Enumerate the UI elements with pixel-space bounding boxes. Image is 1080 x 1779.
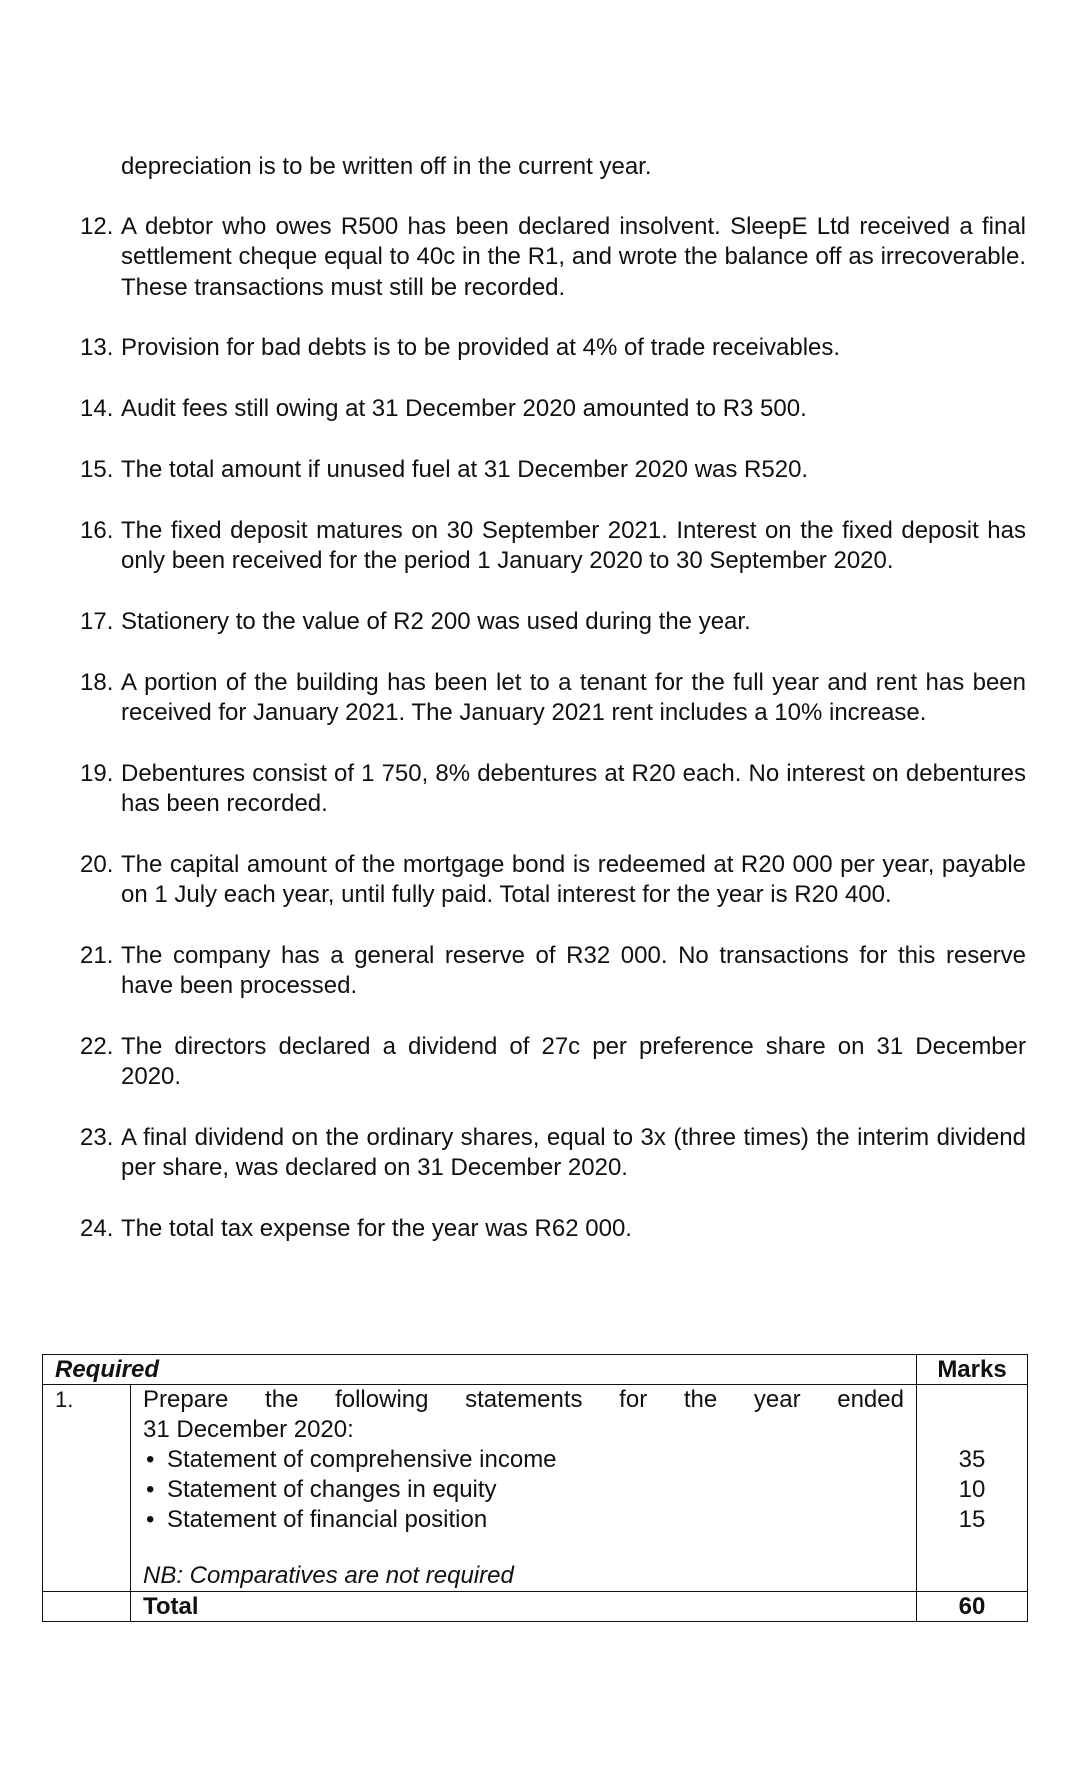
task-number: 1.	[43, 1385, 131, 1592]
note-text: The fixed deposit matures on 30 September 2021. Interest on the fixed deposit has only been received for the period 1 January 2020 to 30 September 2020.	[121, 516, 1026, 575]
statement-label: Statement of financial position	[167, 1506, 488, 1533]
note-number: 14.	[80, 395, 114, 423]
note-item-23	[80, 1123, 1026, 1184]
note-text: A final dividend on the ordinary shares, equal to 3x (three times) the interim dividend per share, was declared on 31 December 2020.	[121, 1124, 1026, 1182]
adjustment-notes-list	[80, 212, 1026, 1275]
marks-value: 15	[958, 1506, 986, 1533]
note-number: 12.	[80, 213, 114, 240]
task-word: for	[619, 1386, 648, 1413]
note-number: 18.	[80, 668, 114, 696]
task-date-line: 31 December 2020:	[143, 1416, 354, 1443]
task-word: ended	[837, 1386, 904, 1413]
note-text: Audit fees still owing at 31 December 2020 amounted to R3 500.	[121, 395, 807, 423]
note-text: The directors declared a dividend of 27c per preference share on 31 December 2020.	[121, 1033, 1026, 1091]
task-row	[43, 1385, 1028, 1592]
note-text: The company has a general reserve of R32 000. No transactions for this reserve have been processed.	[121, 941, 1026, 1000]
bullet-icon: •	[146, 1476, 155, 1503]
marks-value: 10	[958, 1476, 986, 1503]
note-text: The capital amount of the mortgage bond is redeemed at R20 000 per year, payable on 1 July each year, until fully paid. Total interest for the year is R20 400.	[121, 850, 1026, 909]
task-instruction-line	[143, 1385, 904, 1415]
task-description	[131, 1385, 917, 1592]
total-empty-cell	[43, 1592, 131, 1622]
total-label: Total	[131, 1592, 917, 1622]
note-item-22	[80, 1032, 1026, 1093]
note-item-14	[80, 394, 1026, 424]
comparatives-note: NB: Comparatives are not required	[143, 1562, 514, 1589]
bullet-icon: •	[146, 1446, 155, 1473]
required-header: Required	[43, 1355, 917, 1385]
note-number: 17.	[80, 607, 114, 635]
note-item-13	[80, 333, 1026, 363]
note-item-15	[80, 455, 1026, 485]
note-item-16	[80, 516, 1026, 577]
statement-label: Statement of comprehensive income	[167, 1446, 557, 1473]
table-header-row	[43, 1355, 1028, 1385]
statement-item	[143, 1445, 904, 1475]
statement-item	[143, 1475, 904, 1505]
note-number: 19.	[80, 759, 114, 787]
task-word: the	[265, 1386, 299, 1413]
marks-value: 35	[958, 1446, 986, 1473]
note-text: A portion of the building has been let to a tenant for the full year and rent has been received for January 2021. The January 2021 rent includes a 10% increase.	[121, 668, 1026, 726]
note-number: 16.	[80, 516, 114, 544]
note-number: 22.	[80, 1033, 114, 1061]
total-marks: 60	[917, 1592, 1028, 1622]
intro-continuation-text: depreciation is to be written off in the current year.	[121, 153, 652, 180]
note-item-12	[80, 212, 1026, 303]
note-text: The total amount if unused fuel at 31 December 2020 was R520.	[121, 455, 809, 483]
note-number: 15.	[80, 455, 114, 483]
note-item-20	[80, 850, 1026, 911]
note-number: 13.	[80, 334, 114, 362]
marks-column	[917, 1385, 1028, 1592]
note-item-17	[80, 607, 1026, 637]
note-item-24	[80, 1214, 1026, 1244]
note-item-19	[80, 759, 1026, 820]
total-row	[43, 1592, 1028, 1622]
note-item-21	[80, 941, 1026, 1002]
statement-item	[143, 1505, 904, 1535]
note-text: Stationery to the value of R2 200 was used during the year.	[121, 607, 751, 635]
note-text: The total tax expense for the year was R62 000.	[121, 1215, 632, 1243]
task-word: the	[683, 1386, 718, 1413]
note-number: 21.	[80, 941, 114, 969]
statement-label: Statement of changes in equity	[167, 1476, 497, 1503]
note-text: Debentures consist of 1 750, 8% debentures at R20 each. No interest on debentures has been recorded.	[121, 759, 1026, 818]
bullet-icon: •	[146, 1506, 155, 1533]
note-text: Provision for bad debts is to be provided at 4% of trade receivables.	[121, 334, 841, 362]
marks-header: Marks	[917, 1355, 1028, 1385]
task-word: statements	[465, 1386, 583, 1413]
note-number: 20.	[80, 850, 114, 878]
task-word: year	[753, 1386, 801, 1413]
required-marks-table	[42, 1354, 1028, 1622]
note-number: 24.	[80, 1215, 114, 1243]
note-item-18	[80, 668, 1026, 729]
task-word: following	[335, 1386, 429, 1413]
note-text: A debtor who owes R500 has been declared insolvent. SleepE Ltd received a final settlement cheque equal to 40c in the R1, and wrote the balance off as irrecoverable. These transactions must still be recorded.	[121, 213, 1026, 301]
statements-list	[143, 1445, 904, 1535]
note-number: 23.	[80, 1124, 114, 1152]
task-word: Prepare	[143, 1386, 229, 1413]
